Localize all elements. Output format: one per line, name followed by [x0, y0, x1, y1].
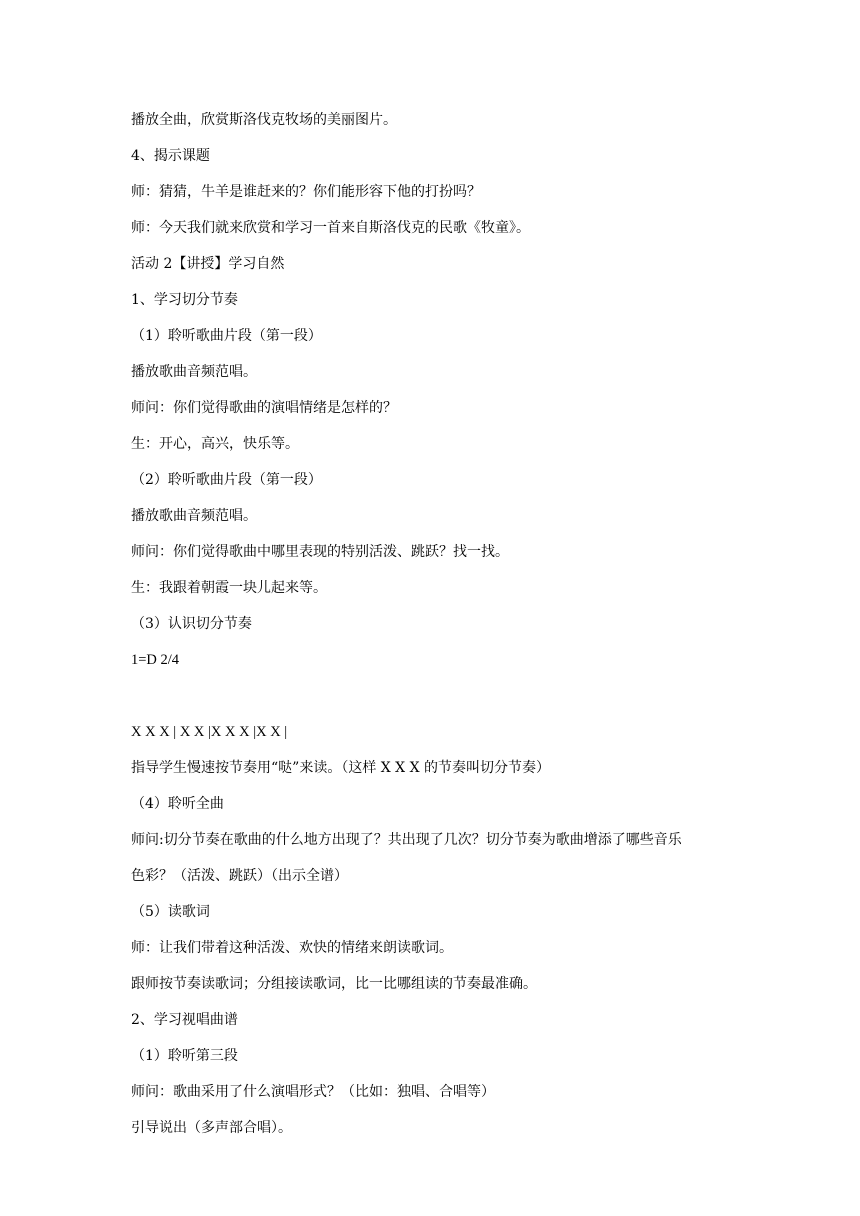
paragraph-teacher-read-lyrics: 师：让我们带着这种活泼、欢快的情绪来朗读歌词。 [131, 940, 453, 956]
heading-reveal-topic: 4、揭示课题 [131, 148, 210, 164]
subheading-listen-full-song: （4）聆听全曲 [131, 796, 224, 812]
heading-learn-sight-singing: 2、学习视唱曲谱 [131, 1012, 238, 1028]
paragraph-group-reading: 跟师按节奏读歌词；分组接读歌词，比一比哪组读的节奏最准确。 [131, 976, 537, 992]
paragraph-play-audio-2: 播放歌曲音频范唱。 [131, 508, 257, 524]
paragraph-play-audio-1: 播放歌曲音频范唱。 [131, 364, 257, 380]
key-time-signature: 1=D 2/4 [131, 652, 180, 668]
heading-activity-2: 活动 2【讲授】学习自然 [131, 256, 285, 272]
paragraph-student-answer-2: 生：我跟着朝霞一块儿起来等。 [131, 580, 327, 596]
subheading-read-lyrics: （5）读歌词 [131, 904, 210, 920]
paragraph-teacher-guess: 师：猜猜，牛羊是谁赶来的？你们能形容下他的打扮吗？ [131, 184, 481, 200]
subheading-listen-segment-1: （1）聆听歌曲片段（第一段） [131, 328, 322, 344]
paragraph-play-full-song: 播放全曲，欣赏斯洛伐克牧场的美丽图片。 [131, 112, 397, 128]
paragraph-guide-answer: 引导说出（多声部合唱）。 [131, 1120, 292, 1136]
subheading-listen-third-segment: （1）聆听第三段 [131, 1048, 238, 1064]
subheading-listen-segment-2: （2）聆听歌曲片段（第一段） [131, 472, 322, 488]
paragraph-teacher-question-syncopation: 师问:切分节奏在歌曲的什么地方出现了？共出现了几次？切分节奏为歌曲增添了哪些音乐 [131, 832, 682, 848]
paragraph-teacher-today: 师：今天我们就来欣赏和学习一首来自斯洛伐克的民歌《牧童》。 [131, 220, 530, 236]
paragraph-teacher-question-lively: 师问：你们觉得歌曲中哪里表现的特别活泼、跳跃？找一找。 [131, 544, 509, 560]
rhythm-notation: X X X | X X |X X X |X X | [131, 724, 288, 740]
heading-learn-syncopation: 1、学习切分节奏 [131, 292, 238, 308]
subheading-recognize-syncopation: （3）认识切分节奏 [131, 616, 252, 632]
paragraph-teacher-question-mood: 师问：你们觉得歌曲的演唱情绪是怎样的？ [131, 400, 397, 416]
paragraph-teacher-question-continued: 色彩？（活泼、跳跃）（出示全谱） [131, 868, 348, 884]
paragraph-guide-rhythm-reading: 指导学生慢速按节奏用“哒”来读。（这样 X X X 的节奏叫切分节奏） [131, 760, 551, 776]
paragraph-teacher-question-form: 师问：歌曲采用了什么演唱形式？（比如：独唱、合唱等） [131, 1084, 495, 1100]
paragraph-student-answer-1: 生：开心，高兴，快乐等。 [131, 436, 299, 452]
